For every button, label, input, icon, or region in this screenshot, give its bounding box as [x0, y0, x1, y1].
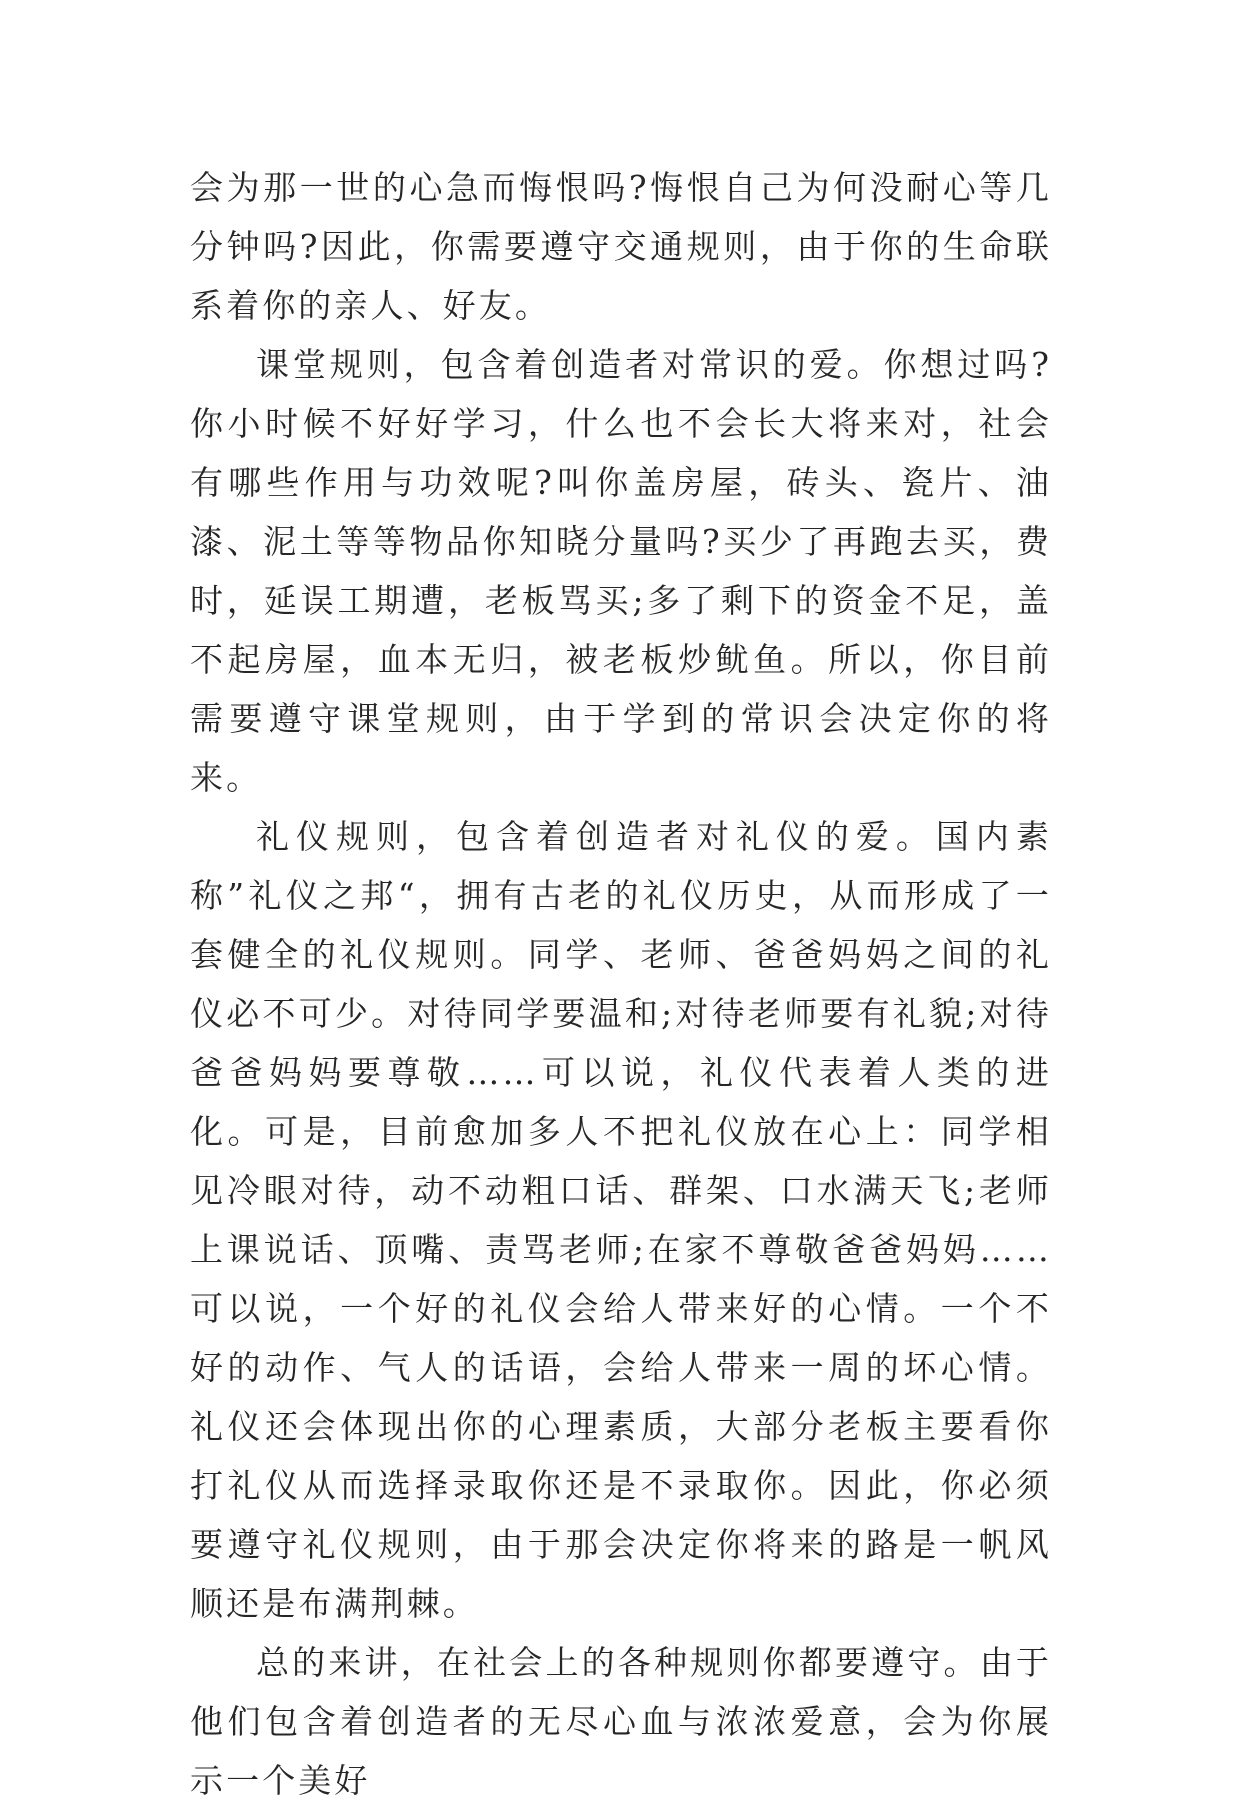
paragraph-etiquette-rules: 礼仪规则，包含着创造者对礼仪的爱。国内素称”礼仪之邦“，拥有古老的礼仪历史，从而形成了一套健全的礼仪规则。同学、老师、爸爸妈妈之间的礼仪必不可少。对待同学要温和;对待老师要有礼貌;对待爸爸妈妈要尊敬……可以说，礼仪代表着人类的进化。可是，目前愈加多人不把礼仪放在心上：同学相见冷眼对待，动不动粗口话、群架、口水满天飞;老师上课说话、顶嘴、责骂老师;在家不尊敬爸爸妈妈……可以说，一个好的礼仪会给人带来好的心情。一个不好的动作、气人的话语，会给人带来一周的坏心情。礼仪还会体现出你的心理素质，大部分老板主要看你打礼仪从而选择录取你还是不录取你。因此，你必须要遵守礼仪规则，由于那会决定你将来的路是一帆风顺还是布满荆棘。: [190, 817, 1052, 1623]
paragraph-traffic-rules-ending: 会为那一世的心急而悔恨吗?悔恨自己为何没耐心等几分钟吗?因此，你需要遵守交通规则，由于你的生命联系着你的亲人、好友。: [190, 168, 1052, 325]
paragraph-classroom-rules: 课堂规则，包含着创造者对常识的爱。你想过吗?你小时候不好好学习，什么也不会长大将来对，社会有哪些作用与功效呢?叫你盖房屋，砖头、瓷片、油漆、泥土等等物品你知晓分量吗?买少了再跑去买，费时，延误工期遭，老板骂买;多了剩下的资金不足，盖不起房屋，血本无归，被老板炒鱿鱼。所以，你目前需要遵守课堂规则，由于学到的常识会决定你的将来。: [190, 345, 1052, 797]
paragraph-conclusion: 总的来讲，在社会上的各种规则你都要遵守。由于他们包含着创造者的无尽心血与浓浓爱意，会为你展示一个美好: [190, 1643, 1052, 1800]
document-body: [190, 158, 1052, 1810]
